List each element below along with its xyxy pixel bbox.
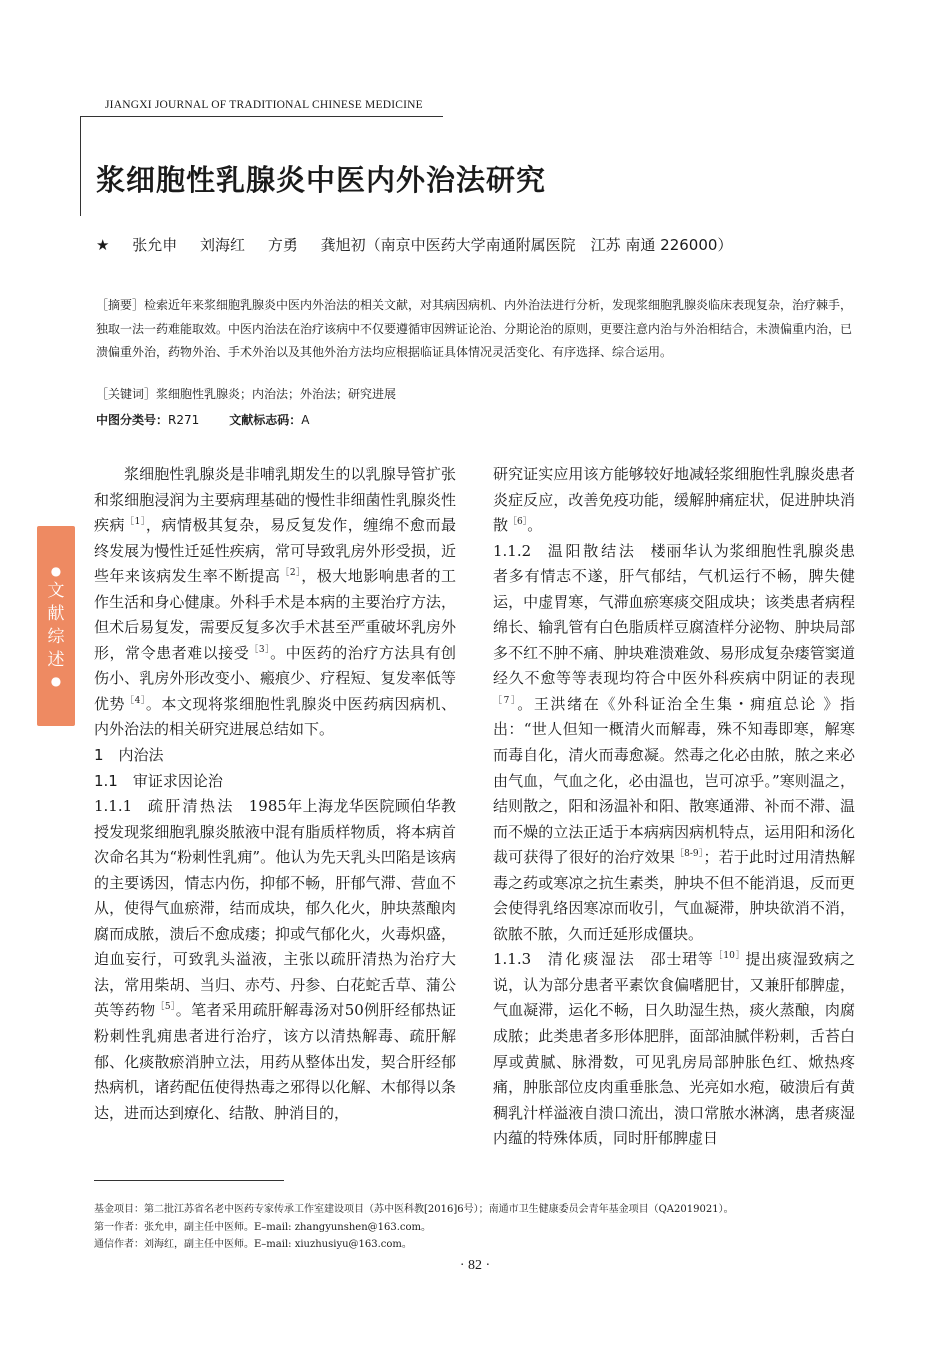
corresponding-author-note: 通信作者：刘海红，副主任中医师。E–mail: xiuzhusiyu@163.com。 (94, 1239, 412, 1250)
citation: ［6］ (508, 517, 528, 528)
citation: ［1］ (125, 517, 146, 528)
side-tab-char: 献 (47, 604, 65, 624)
first-author-note: 第一作者：张允申，副主任中医师。E–mail: zhangyunshen@163.com。 (94, 1221, 432, 1233)
continued-paragraph: 研究证实应用该方能够较好地减轻浆细胞性乳腺炎患者炎症反应，改善免疫功能，缓解肿痛症状，促进肿块消散$^{[6]}$。 (493, 465, 855, 535)
bullet-dot-icon: ● (50, 564, 62, 578)
abstract (96, 294, 856, 365)
subsection-tag: 疏肝清热法 (147, 797, 235, 816)
article-title: 浆细胞性乳腺炎中医内外治法研究 (96, 163, 547, 197)
author-affiliation: （南京中医药大学南通附属医院 江苏 南通 226000） (365, 236, 733, 254)
citation: ［4］ (125, 695, 146, 706)
author-name: 刘海红 (200, 236, 246, 254)
footnote-rule (94, 1180, 284, 1181)
clc-label: 中图分类号： (96, 413, 169, 427)
side-tab-char: 文 (47, 581, 65, 601)
side-tab-char: 述 (47, 650, 65, 670)
abstract-text: 检索近年来浆细胞乳腺炎中医内外治法的相关文献，对其病因病机、内外治法进行分析，发现浆细胞乳腺炎临床表现复杂，治疗棘手，独取一法一药难能取效。中医内治法在治疗该病中不仅要遵循审因辨证论治、分期论治的原则，更要注意内治与外治相结合，未溃偏重内治，已溃偏重外治，药物外治、手术外治以及其他外治方法均应根据临证具体情况灵活变化、有序选择、综合运用。 (96, 298, 853, 359)
journal-header: JIANGXI JOURNAL OF TRADITIONAL CHINESE MEDICINE (105, 99, 423, 111)
right-column (493, 462, 855, 1152)
side-tab-char: 综 (47, 627, 65, 647)
subsection-tag: 温阳散结法 (547, 541, 637, 560)
classification-line (96, 411, 310, 428)
doc-code-label: 文献标志码： (229, 413, 302, 427)
header-vertical-rule (80, 116, 81, 216)
author-name: 龚旭初 (320, 236, 366, 254)
footnotes (94, 1201, 874, 1254)
subsection-paragraph: 1.1.3 清化痰湿法 邵士珺等$^{[10]}$提出痰湿致病之说，认为部分患者平素饮食偏嗜肥甘，又兼肝郁脾虚，气血凝滞，运化不畅，日久助湿生热，痰火蒸酿，肉腐成脓；此类患者多形体肥胖，面部油腻伴粉刺，舌苔白厚或黄腻、脉滑数，可见乳房局部肿胀色红、焮热疼痛，肿胀部位皮肉重垂胀急、光亮如水疱，破溃后有黄稠乳汁样溢液自溃口流出，溃口常脓水淋漓，患者痰湿内蕴的特殊体质，同时肝郁脾虚日 (493, 950, 855, 1148)
citation: ［8-9］ (675, 849, 704, 860)
subsection-paragraph: 1.1.1 疏肝清热法 1985年上海龙华医院顾伯华教授发现浆细胞乳腺炎脓液中混有脂质样物质，将本病首次命名其为“粉刺性乳痈”。他认为先天乳头凹陷是该病的主要诱因，情志内伤，抑郁不畅，肝郁气滞、营血不从，使得气血瘀滞，结而成块，郁久化火，肿块蒸酿肉腐而成脓，溃后不愈成瘘；抑或气郁化火，火毒炽盛，迫血妄行，可致乳头溢液，主张以疏肝清热为治疗大法，常用柴胡、当归、赤芍、丹参、白花蛇舌草、蒲公英等药物$^{[5]}$。笔者采用疏肝解毒汤对50例肝经郁热证粉刺性乳痈患者进行治疗，该方以清热解毒、疏肝解郁、化痰散瘀消肿立法，用药从整体出发，契合肝经郁热病机，诸药配伍使得热毒之邪得以化解、木郁得以条达，进而达到療化、结散、肿消目的， (94, 797, 456, 1122)
citation: ［7］ (493, 695, 518, 706)
page-number: · 82 · (459, 1258, 491, 1273)
intro-paragraph: 浆细胞性乳腺炎是非哺乳期发生的以乳腺导管扩张和浆细胞浸润为主要病理基础的慢性非细菌性乳腺炎性疾病$^{[1]}$，病情极其复杂，易反复发作，缠绵不愈而最终发展为慢性迁延性疾病，常可导致乳房外形受损，近些年来该病发生率不断提高$^{[2]}$，极大地影响患者的工作生活和身心健康。外科手术是本病的主要治疗方法，但术后易复发，需要反复多次手术甚至严重破坏乳房外形，常令患者难以接受$^{[3]}$。中医药的治疗方法具有创伤小、乳房外形改变小、瘢痕少、疗程短、复发率低等优势$^{[4]}$。本文现将浆细胞性乳腺炎中医药病因病机、内外治法的相关研究进展总结如下。 (94, 465, 456, 739)
clc-value: R271 (168, 413, 200, 427)
citation: ［10］ (713, 951, 746, 962)
subsection-heading: 1.1 审证求因论治 (94, 771, 223, 790)
section-side-tab (37, 526, 75, 726)
citation: ［2］ (280, 568, 302, 579)
subsection-number: 1.1.2 (493, 541, 532, 560)
funding-note: 基金项目：第二批江苏省名老中医药专家传承工作室建设项目（苏中医科教[2016]6号）；南通市卫生健康委员会青年基金项目（QA2019021）。 (94, 1204, 734, 1215)
citation: ［5］ (155, 1002, 176, 1013)
subsection-number: 1.1.3 (493, 950, 532, 969)
section-heading: 1 内治法 (94, 746, 164, 765)
citation: ［3］ (249, 644, 271, 655)
header-rule (80, 116, 443, 117)
author-line (96, 234, 732, 255)
subsection-paragraph: 1.1.2 温阳散结法 楼丽华认为浆细胞性乳腺炎患者多有情志不遂，肝气郁结，气机运行不畅，脾失健运，中虚胃寒，气滞血瘀寒痰交阻成块；该类患者病程绵长、输乳管有白色脂质样豆腐渣样分泌物、肿块局部多不红不肿不痛、肿块难溃难敛、易形成复杂瘘管窦道经久不愈等等表现均符合中医外科疾病中阴证的表现$^{[7]}$。王洪绪在《外科证治全生集・痈疽总论 》指出：“世人但知一概清火而解毒，殊不知毒即寒，解寒而毒自化，清火而毒愈凝。然毒之化必由脓，脓之来必由气血，气血之化，必由温也，岂可凉乎。”寒则温之，结则散之，阳和汤温补和阳、散寒通滞、补而不滞、温而不燥的立法正适于本病病因病机特点，运用阳和汤化裁可获得了很好的治疗效果$^{[8-9]}$；若于此时过用清热解毒之药或寒凉之抗生素类，肿块不但不能消退，反而更会使得乳络因寒凉而收引，气血凝滞，肿块欲消不消，欲脓不脓，久而迁延形成僵块。 (493, 541, 855, 943)
keywords (96, 385, 856, 402)
keywords-label: ［关键词］ (96, 387, 157, 401)
left-column (94, 462, 456, 1126)
star-icon: ★ (96, 236, 110, 254)
abstract-label: ［摘要］ (96, 298, 145, 312)
keywords-text: 浆细胞性乳腺炎；内治法；外治法；研究进展 (156, 387, 397, 401)
bullet-dot-icon: ● (50, 674, 62, 688)
doc-code-value: A (301, 413, 310, 427)
subsection-number: 1.1.1 (94, 797, 133, 816)
subsection-tag: 清化痰湿法 (547, 950, 637, 969)
author-name: 方勇 (267, 236, 298, 254)
author-name: 张允申 (132, 236, 178, 254)
